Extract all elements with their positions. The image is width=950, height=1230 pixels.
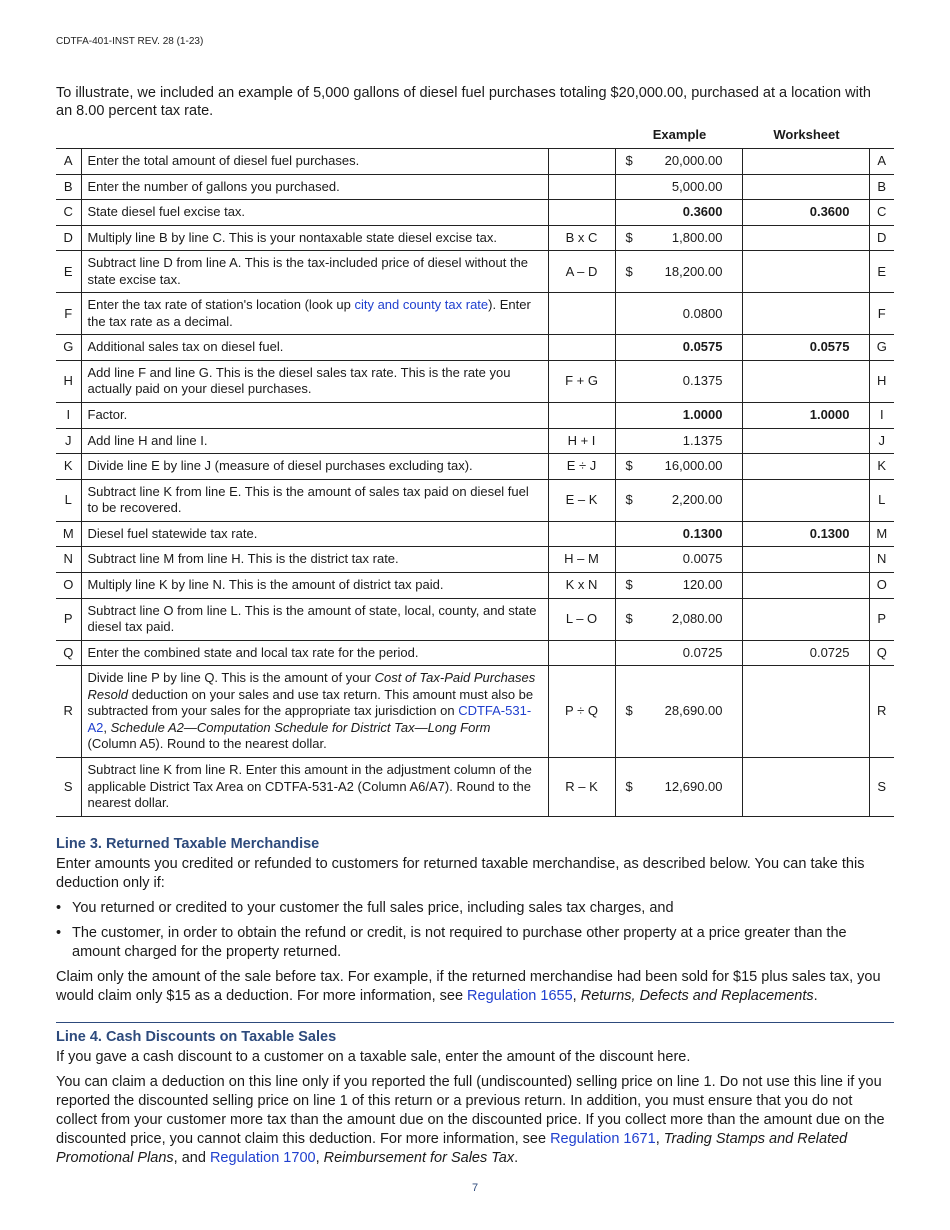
line4-paragraph-2 [56, 1073, 894, 1168]
line3-title: Line 3. Returned Taxable Merchandise [56, 836, 320, 852]
example-value [615, 293, 742, 335]
table-row [56, 479, 894, 521]
line-description: Subtract line O from line L. This is the amount of state, local, county, and state diesel tax paid. [81, 598, 548, 640]
table-row [56, 335, 894, 361]
table-row [56, 758, 894, 817]
dollar-sign: $ [625, 229, 633, 245]
operation [548, 293, 615, 335]
example-amount: 1,800.00 [671, 229, 723, 245]
deduction-name: Cost of Tax-Paid Purchases Resold [87, 670, 536, 702]
operation [548, 521, 615, 547]
regulation-1655-link[interactable]: Regulation 1655 [467, 988, 573, 1004]
desc-text: (Column A5). Round to the nearest dollar. [87, 736, 327, 752]
line3-bullet-1 [56, 899, 894, 918]
regulation-1655-title: Returns, Defects and Replacements [580, 988, 814, 1004]
operation: E ÷ J [548, 454, 615, 480]
worksheet-value[interactable] [742, 479, 869, 521]
line-description: Diesel fuel statewide tax rate. [81, 521, 548, 547]
operation: H – M [548, 547, 615, 573]
line-letter: S [56, 758, 81, 817]
operation [548, 200, 615, 226]
worksheet-value[interactable] [742, 428, 869, 454]
table-row [56, 251, 894, 293]
line-letter-right: B [869, 174, 894, 200]
example-amount: 0.0575 [682, 339, 723, 355]
operation [548, 402, 615, 428]
section-divider [56, 1022, 894, 1023]
example-amount: 16,000.00 [664, 458, 723, 474]
regulation-1671-link[interactable]: Regulation 1671 [550, 1131, 656, 1147]
line-letter-right: F [869, 293, 894, 335]
line-letter-right: C [869, 200, 894, 226]
line-letter: R [56, 666, 81, 758]
example-value [615, 149, 742, 175]
example-value [615, 640, 742, 666]
operation [548, 149, 615, 175]
operation: P ÷ Q [548, 666, 615, 758]
city-county-tax-rate-link[interactable]: city and county tax rate [354, 297, 489, 313]
example-value [615, 758, 742, 817]
table-row [56, 174, 894, 200]
line-letter: I [56, 402, 81, 428]
example-value [615, 360, 742, 402]
line-letter: M [56, 521, 81, 547]
line-letter: P [56, 598, 81, 640]
regulation-1671-title: Trading Stamps and Related Promotional Plans [56, 1131, 848, 1166]
line-letter-right: Q [869, 640, 894, 666]
line-letter-right: A [869, 149, 894, 175]
line-description: Factor. [81, 402, 548, 428]
operation [548, 640, 615, 666]
period: . [813, 988, 818, 1004]
worksheet-value[interactable] [742, 598, 869, 640]
line-letter-right: J [869, 428, 894, 454]
line-description: Multiply line K by line N. This is the amount of district tax paid. [81, 572, 548, 598]
line-description: Subtract line D from line A. This is the tax-included price of diesel without the state excise tax. [81, 251, 548, 293]
separator: , [572, 988, 581, 1004]
operation: L – O [548, 598, 615, 640]
example-amount: 5,000.00 [671, 178, 723, 194]
dollar-sign: $ [625, 263, 633, 279]
line-letter: G [56, 335, 81, 361]
desc-text: Divide line P by line Q. This is the amount of your [87, 670, 375, 686]
line-letter: C [56, 200, 81, 226]
example-amount: 12,690.00 [664, 778, 723, 794]
table-row [56, 225, 894, 251]
operation [548, 174, 615, 200]
operation [548, 335, 615, 361]
table-row [56, 402, 894, 428]
line-description: Enter the number of gallons you purchased. [81, 174, 548, 200]
line-letter: E [56, 251, 81, 293]
dollar-sign: $ [625, 458, 633, 474]
dollar-sign: $ [625, 703, 633, 719]
bullet-marker: • [56, 925, 62, 941]
line-letter-right: M [869, 521, 894, 547]
example-amount: 1.1375 [682, 432, 723, 448]
example-value [615, 428, 742, 454]
worksheet-value[interactable] [742, 666, 869, 758]
bullet-text: You returned or credited to your customer the full sales price, including sales tax charges, and [72, 900, 674, 916]
line4-p2-text: You can claim a deduction on this line only if you reported the full (undiscounted) selling price on line 1. Do not use this line if you reported the discounted selling price on line 1 of this return or a previous return. In addition, you must ensure that you do not collect from your customer more tax than the amount due on the discounted price. If you collect more than the amount due on the discounted price, you cannot claim this deduction. For more information, see [56, 1074, 885, 1147]
example-amount: 0.1300 [682, 525, 723, 541]
worksheet-value[interactable] [742, 360, 869, 402]
line-letter-right: N [869, 547, 894, 573]
line-description: Subtract line K from line R. Enter this amount in the adjustment column of the applicable District Tax Area on CDTFA-531-A2 (Column A6/A7). Round to the nearest dollar. [81, 758, 548, 817]
line-letter: J [56, 428, 81, 454]
line3-paragraph-2 [56, 968, 894, 1006]
worksheet-value[interactable] [742, 758, 869, 817]
line-letter-right: L [869, 479, 894, 521]
table-row [56, 200, 894, 226]
bullet-marker: • [56, 900, 62, 916]
example-value [615, 335, 742, 361]
column-headers [56, 127, 894, 147]
line-description [81, 293, 548, 335]
desc-text: , [103, 719, 111, 735]
table-row [56, 666, 894, 758]
table-row [56, 598, 894, 640]
example-amount: 0.1375 [682, 373, 723, 389]
example-amount: 0.0725 [682, 644, 723, 660]
separator: , [655, 1131, 664, 1147]
table-row [56, 428, 894, 454]
operation: B x C [548, 225, 615, 251]
line-description: Subtract line M from line H. This is the district tax rate. [81, 547, 548, 573]
line-letter: F [56, 293, 81, 335]
operation: K x N [548, 572, 615, 598]
separator: , [315, 1150, 324, 1166]
example-value [615, 454, 742, 480]
line-description: Enter the combined state and local tax rate for the period. [81, 640, 548, 666]
table-row [56, 547, 894, 573]
worksheet-column-header: Worksheet [773, 127, 840, 142]
worksheet-value[interactable] [742, 293, 869, 335]
example-amount: 28,690.00 [664, 703, 723, 719]
line-letter: A [56, 149, 81, 175]
worksheet-value[interactable]: 0.1300 [742, 521, 869, 547]
line-letter: D [56, 225, 81, 251]
line-description: Enter the total amount of diesel fuel purchases. [81, 149, 548, 175]
line-letter-right: I [869, 402, 894, 428]
operation: A – D [548, 251, 615, 293]
conjunction: , and [173, 1150, 210, 1166]
line4-paragraph-1: If you gave a cash discount to a customer on a taxable sale, enter the amount of the discount here. [56, 1049, 691, 1065]
line-letter-right: G [869, 335, 894, 361]
table-row [56, 360, 894, 402]
table-row [56, 149, 894, 175]
example-amount: 1.0000 [682, 407, 723, 423]
example-amount: 0.3600 [682, 204, 723, 220]
line4-title: Line 4. Cash Discounts on Taxable Sales [56, 1029, 337, 1045]
table-row [56, 640, 894, 666]
operation: E – K [548, 479, 615, 521]
line-description: Subtract line K from line E. This is the amount of sales tax paid on diesel fuel to be recovered. [81, 479, 548, 521]
line-description: Add line H and line I. [81, 428, 548, 454]
line-letter: O [56, 572, 81, 598]
desc-text: Enter the tax rate of station's location (look up [87, 297, 355, 313]
worksheet-value[interactable] [742, 174, 869, 200]
line-letter-right: O [869, 572, 894, 598]
line-letter-right: R [869, 666, 894, 758]
line-letter-right: D [869, 225, 894, 251]
dollar-sign: $ [625, 153, 633, 169]
example-amount: 18,200.00 [664, 263, 723, 279]
example-value [615, 200, 742, 226]
line-letter: K [56, 454, 81, 480]
line-description [81, 666, 548, 758]
example-value [615, 479, 742, 521]
worksheet-value[interactable] [742, 454, 869, 480]
dollar-sign: $ [625, 576, 633, 592]
line-letter: Q [56, 640, 81, 666]
desc-text: deduction on your sales and use tax return. This amount must also be subtracted from your sales for the appropriate tax jurisdiction on [87, 686, 534, 719]
table-row [56, 454, 894, 480]
line-letter-right: P [869, 598, 894, 640]
dollar-sign: $ [625, 610, 633, 626]
worksheet-value[interactable]: 0.3600 [742, 200, 869, 226]
example-amount: 120.00 [682, 576, 723, 592]
example-value [615, 251, 742, 293]
example-value [615, 402, 742, 428]
operation: H + I [548, 428, 615, 454]
example-amount: 0.0800 [682, 305, 723, 321]
worksheet-value[interactable]: 0.0725 [742, 640, 869, 666]
line-letter-right: H [869, 360, 894, 402]
worksheet-value[interactable] [742, 149, 869, 175]
example-value [615, 174, 742, 200]
example-amount: 2,080.00 [671, 610, 723, 626]
worksheet-value[interactable]: 0.0575 [742, 335, 869, 361]
example-amount: 20,000.00 [664, 153, 723, 169]
dollar-sign: $ [625, 778, 633, 794]
regulation-1700-title: Reimbursement for Sales Tax [323, 1150, 515, 1166]
line-letter: B [56, 174, 81, 200]
table-row [56, 521, 894, 547]
line3-p2-text: Claim only the amount of the sale before tax. For example, if the returned merchandise had been sold for $15 plus sales tax, you would claim only $15 as a deduction. For more information, see [56, 969, 881, 1004]
worksheet-value[interactable] [742, 251, 869, 293]
schedule-name: Schedule A2—Computation Schedule for District Tax—Long Form [110, 719, 491, 735]
worksheet-value[interactable] [742, 547, 869, 573]
worksheet-table [56, 148, 894, 817]
line-letter-right: E [869, 251, 894, 293]
period: . [514, 1150, 519, 1166]
example-value [615, 666, 742, 758]
line-letter-right: S [869, 758, 894, 817]
line-description: Additional sales tax on diesel fuel. [81, 335, 548, 361]
intro-paragraph: To illustrate, we included an example of 5,000 gallons of diesel fuel purchases totaling $20,000.00, purchased at a location with an 8.00 percent tax rate. [56, 85, 871, 119]
example-amount: 0.0075 [682, 551, 723, 567]
operation: R – K [548, 758, 615, 817]
worksheet-value[interactable] [742, 225, 869, 251]
form-code: CDTFA-401-INST REV. 28 (1-23) [56, 36, 204, 47]
page-number: 7 [471, 1182, 479, 1194]
table-row [56, 572, 894, 598]
bullet-text: The customer, in order to obtain the refund or credit, is not required to purchase other property at a price greater than the amount charged for the property returned. [72, 925, 847, 960]
example-value [615, 225, 742, 251]
example-value [615, 598, 742, 640]
example-amount: 2,200.00 [671, 492, 723, 507]
line-description: Multiply line B by line C. This is your nontaxable state diesel excise tax. [81, 225, 548, 251]
operation: F + G [548, 360, 615, 402]
dollar-sign: $ [625, 492, 633, 507]
line-description: Add line F and line G. This is the diesel sales tax rate. This is the rate you actually paid on your diesel purchases. [81, 360, 548, 402]
example-column-header: Example [652, 127, 707, 142]
line-description: State diesel fuel excise tax. [81, 200, 548, 226]
line-letter-right: K [869, 454, 894, 480]
line-description: Divide line E by line J (measure of diesel purchases excluding tax). [81, 454, 548, 480]
line-letter: H [56, 360, 81, 402]
worksheet-value[interactable] [742, 572, 869, 598]
example-value [615, 521, 742, 547]
line-letter: N [56, 547, 81, 573]
example-value [615, 572, 742, 598]
desc-text: ). Enter the tax rate as a decimal. [87, 297, 531, 329]
line3-bullet-2 [56, 924, 894, 962]
worksheet-value[interactable]: 1.0000 [742, 402, 869, 428]
regulation-1700-link[interactable]: Regulation 1700 [209, 1150, 316, 1166]
example-value [615, 547, 742, 573]
line3-paragraph-1: Enter amounts you credited or refunded to customers for returned taxable merchandise, as described below. You can take this deduction only if: [56, 856, 865, 891]
line-letter: L [56, 479, 81, 521]
cdtfa-531-a2-link[interactable]: CDTFA-531-A2 [87, 703, 532, 735]
table-row [56, 293, 894, 335]
